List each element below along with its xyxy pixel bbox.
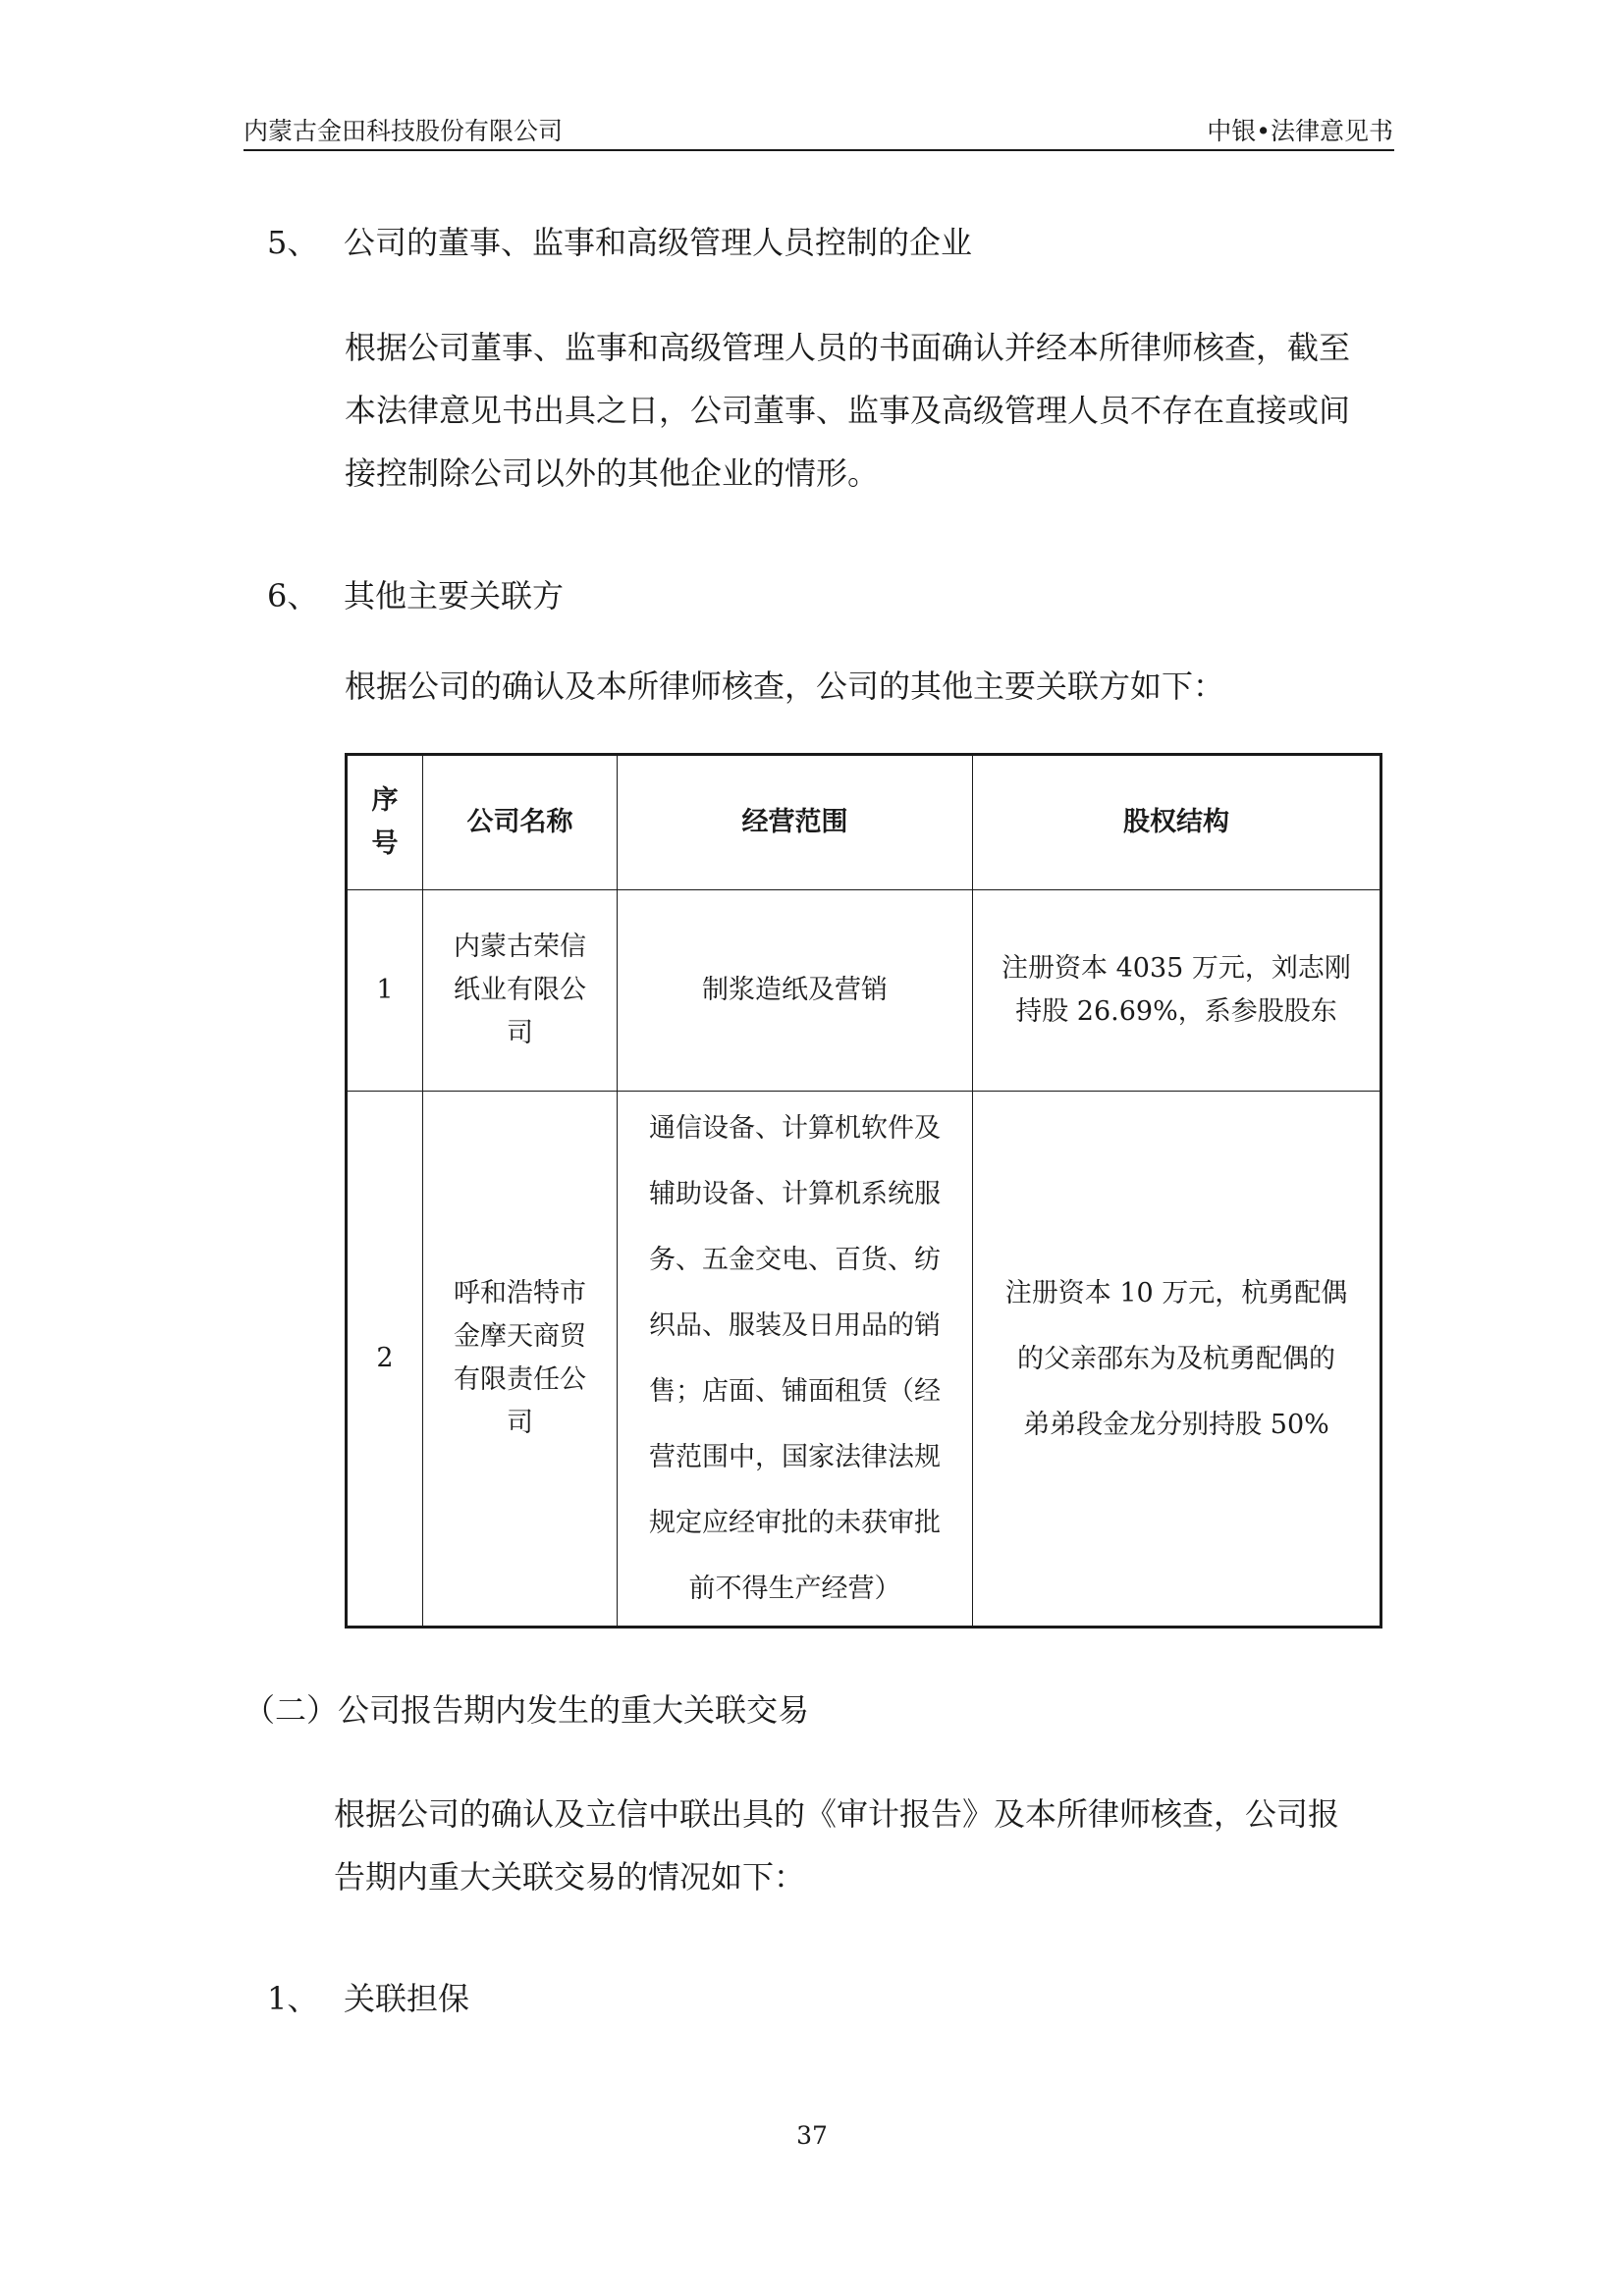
row2-scope-line: 务、五金交电、百货、纺 <box>649 1245 941 1275</box>
row1-name <box>423 890 618 1092</box>
header-rule <box>244 149 1394 151</box>
section6-number: 6、 <box>267 577 319 614</box>
part2-line-2: 告期内重大关联交易的情况如下： <box>334 1858 806 1896</box>
section5-line-1: 根据公司董事、监事和高级管理人员的书面确认并经本所律师核查，截至 <box>345 329 1351 366</box>
row1-scope-line: 制浆造纸及营销 <box>702 975 888 1005</box>
row2-name-line: 呼和浩特市 <box>454 1278 586 1308</box>
header-seq-line-1: 序 <box>371 785 399 816</box>
section6-heading <box>267 571 564 616</box>
row2-scope-line: 售；店面、铺面租赁（经 <box>649 1376 941 1407</box>
row2-scope-line: 规定应经审批的未获审批 <box>649 1508 941 1538</box>
row1-equity <box>973 890 1381 1092</box>
section6-title: 其他主要关联方 <box>344 577 565 614</box>
sub1-number: 1、 <box>267 1980 319 2017</box>
row1-equity-line: 注册资本 4035 万元，刘志刚 <box>1001 953 1351 984</box>
header-company: 内蒙古金田科技股份有限公司 <box>244 117 564 145</box>
table-header-row <box>347 755 1381 890</box>
row2-name-line: 有限责任公 <box>454 1364 586 1395</box>
table-row <box>347 1092 1381 1628</box>
sub1-title: 关联担保 <box>344 1980 470 2017</box>
row2-seq: 2 <box>347 1092 423 1628</box>
row2-equity-line: 的父亲邵东为及杭勇配偶的 <box>1017 1343 1335 1374</box>
part2-line-1: 根据公司的确认及立信中联出具的《审计报告》及本所律师核查，公司报 <box>334 1795 1340 1833</box>
header-seq-line-2: 号 <box>371 828 399 859</box>
row2-scope-line: 织品、服装及日用品的销 <box>649 1310 941 1341</box>
section5-heading <box>267 218 972 263</box>
header-equity: 股权结构 <box>973 755 1381 890</box>
row2-name-line: 金摩天商贸 <box>454 1321 586 1352</box>
section6-intro: 根据公司的确认及本所律师核查，公司的其他主要关联方如下： <box>345 667 1225 705</box>
row2-scope <box>618 1092 973 1628</box>
header-doc-type: 中银•法律意见书 <box>1207 117 1393 145</box>
part2-title: （二）公司报告期内发生的重大关联交易 <box>244 1691 810 1729</box>
row2-scope-line: 营范围中，国家法律法规 <box>649 1442 941 1472</box>
header-name: 公司名称 <box>423 755 618 890</box>
section5-line-2: 本法律意见书出具之日，公司董事、监事及高级管理人员不存在直接或间 <box>345 392 1351 429</box>
row1-scope <box>618 890 973 1092</box>
related-parties-table <box>345 753 1382 1629</box>
section5-title: 公司的董事、监事和高级管理人员控制的企业 <box>344 224 973 261</box>
row1-equity-line: 持股 26.69%，系参股股东 <box>1015 996 1337 1027</box>
row2-scope-line: 通信设备、计算机软件及 <box>649 1113 941 1144</box>
row1-name-line: 内蒙古荣信 <box>454 932 586 962</box>
row1-seq: 1 <box>347 890 423 1092</box>
row2-equity-line: 注册资本 10 万元，杭勇配偶 <box>1004 1277 1348 1308</box>
header-seq <box>347 755 423 890</box>
header-scope: 经营范围 <box>618 755 973 890</box>
page-number: 37 <box>796 2121 828 2150</box>
row1-name-line: 纸业有限公 <box>454 975 586 1005</box>
row2-equity-line: 弟弟段金龙分别持股 50% <box>1023 1409 1329 1440</box>
section5-paragraph <box>345 316 1350 505</box>
table-row <box>347 890 1381 1092</box>
row2-equity <box>973 1092 1381 1628</box>
row1-name-line: 司 <box>507 1018 533 1048</box>
row2-scope-line: 前不得生产经营） <box>688 1574 901 1604</box>
row2-name <box>423 1092 618 1628</box>
row2-scope-line: 辅助设备、计算机系统服 <box>649 1179 941 1209</box>
row2-name-line: 司 <box>507 1408 533 1438</box>
part2-paragraph <box>334 1783 1339 1908</box>
section5-line-3: 接控制除公司以外的其他企业的情形。 <box>345 454 880 492</box>
sub1-heading <box>267 1974 469 2019</box>
section5-number: 5、 <box>267 224 319 261</box>
